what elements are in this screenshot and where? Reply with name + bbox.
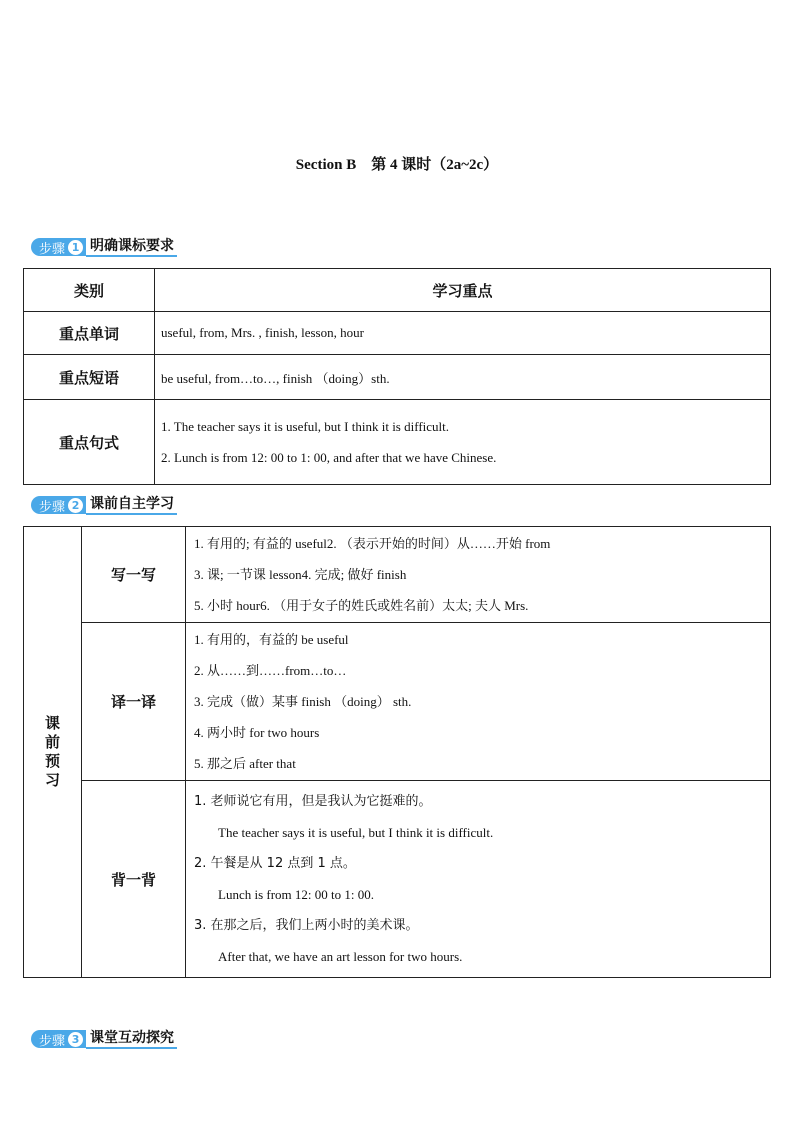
english-sentence: The teacher says it is useful, but I think it is difficult. — [218, 825, 494, 840]
section-label: 背一背 — [82, 781, 186, 978]
english-sentence: After that, we have an art lesson for two hours. — [218, 949, 463, 964]
step-badge-text: 步骤 — [39, 1033, 66, 1049]
row-category: 重点短语 — [24, 355, 155, 400]
category-header: 类别 — [24, 269, 155, 312]
table-row — [24, 312, 771, 355]
step-number: 1 — [68, 240, 83, 255]
list-item: 4. 两小时 for two hours — [194, 725, 320, 740]
step-number: 2 — [68, 498, 83, 513]
step-badge — [31, 238, 86, 256]
section-label: 写一写 — [82, 527, 186, 623]
chinese-sentence: 1. 老师说它有用，但是我认为它挺难的。 — [194, 794, 432, 809]
section-content — [186, 623, 771, 781]
table-row — [24, 623, 771, 781]
list-item: 1. 有用的; 有益的 useful2. （表示开始的时间）从……开始 from — [194, 536, 551, 551]
step-badge-text: 步骤 — [39, 241, 66, 257]
page-title: Section B 第 4 课时（2a~2c） — [295, 157, 499, 173]
table-row — [24, 527, 771, 623]
step-badge — [31, 1030, 86, 1048]
step-badge — [31, 496, 86, 514]
step-label: 课堂互动探究 — [86, 1029, 177, 1049]
row-category: 重点句式 — [24, 400, 155, 485]
table-row — [24, 355, 771, 400]
step-label: 课前自主学习 — [86, 495, 177, 515]
chinese-sentence: 2. 午餐是从 12 点到 1 点。 — [194, 856, 356, 871]
table-row — [24, 400, 771, 485]
row-category: 重点单词 — [24, 312, 155, 355]
objectives-table — [23, 268, 771, 485]
row-content: be useful, from…to…, finish （doing）sth. — [155, 355, 771, 400]
section-label: 译一译 — [82, 623, 186, 781]
row-content — [155, 400, 771, 485]
list-item: 5. 小时 hour6. （用于女子的姓氏或姓名前）太太; 夫人 Mrs. — [194, 598, 529, 613]
list-item: 3. 课; 一节课 lesson4. 完成; 做好 finish — [194, 567, 407, 582]
list-item: 5. 那之后 after that — [194, 756, 296, 771]
preview-side-label — [24, 527, 82, 978]
step-1-heading — [31, 237, 177, 257]
row-content: useful, from, Mrs. , finish, lesson, hour — [155, 312, 771, 355]
table-header-row — [24, 269, 771, 312]
sentence-line: 2. Lunch is from 12: 00 to 1: 00, and after that we have Chinese. — [161, 450, 497, 465]
step-3-heading — [31, 1029, 177, 1049]
list-item: 2. 从……到……from…to… — [194, 663, 347, 678]
english-sentence: Lunch is from 12: 00 to 1: 00. — [218, 887, 374, 902]
table-row — [24, 781, 771, 978]
chinese-sentence: 3. 在那之后，我们上两小时的美术课。 — [194, 918, 419, 933]
section-content — [186, 527, 771, 623]
step-badge-text: 步骤 — [39, 499, 66, 515]
list-item: 3. 完成（做）某事 finish （doing） sth. — [194, 694, 412, 709]
step-number: 3 — [68, 1032, 83, 1047]
side-label-text: 课前预习 — [44, 714, 60, 789]
section-content — [186, 781, 771, 978]
focus-header: 学习重点 — [155, 269, 771, 312]
step-2-heading — [31, 495, 177, 515]
preview-table — [23, 526, 771, 978]
step-label: 明确课标要求 — [86, 237, 177, 257]
list-item: 1. 有用的，有益的 be useful — [194, 632, 349, 647]
sentence-line: 1. The teacher says it is useful, but I think it is difficult. — [161, 419, 449, 434]
